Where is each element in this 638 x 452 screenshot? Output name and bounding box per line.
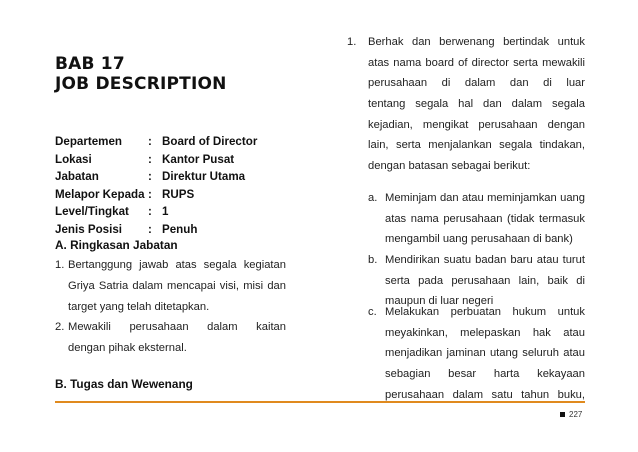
text-line: Mewakili perusahaan dalam kaitan bbox=[68, 321, 286, 333]
info-key: Jenis Posisi bbox=[55, 222, 123, 236]
text-line: perusahaan dalam satu tahun buku, bbox=[385, 388, 585, 401]
info-value: Penuh bbox=[162, 222, 198, 236]
text-line: dengan pihak eksternal. bbox=[68, 341, 187, 354]
info-key: Level/Tingkat bbox=[55, 205, 129, 218]
info-separator: : bbox=[148, 187, 152, 201]
page-footer bbox=[560, 410, 582, 419]
text-line: atas nama perusahaan (tidak termasuk bbox=[385, 212, 585, 225]
text-line: lain, serta menjalankan segala tindakan, bbox=[368, 139, 585, 152]
section-heading-ringkasan: A. Ringkasan Jabatan bbox=[55, 238, 178, 252]
list-item bbox=[55, 255, 286, 317]
info-value: Kantor Pusat bbox=[162, 152, 235, 166]
text-line: maupun di luar negeri bbox=[385, 295, 494, 308]
chapter-number: BAB 17 bbox=[55, 54, 125, 74]
chapter-title: JOB DESCRIPTION bbox=[55, 74, 227, 94]
info-separator: : bbox=[148, 135, 152, 148]
text-line: Meminjam dan atau meminjamkan uang bbox=[385, 192, 585, 204]
text-line: kejadian, mengikat perusahaan dengan bbox=[368, 118, 585, 131]
text-line: Bertanggung jawab atas segala kegiatan bbox=[68, 259, 286, 271]
list-number: 1. bbox=[347, 36, 357, 48]
info-value: Board of Director bbox=[162, 135, 258, 148]
info-value: 1 bbox=[162, 205, 169, 218]
sub-list-label: b. bbox=[368, 254, 378, 266]
list-item bbox=[340, 32, 585, 177]
text-line: atas nama board of director serta mewakili bbox=[368, 56, 585, 69]
text-line: menjadikan jaminan utang seluruh atau bbox=[385, 347, 585, 360]
info-key: Departemen bbox=[55, 135, 123, 148]
text-line: Mendirikan suatu badan baru atau turut bbox=[385, 254, 585, 266]
text-line: meyakinkan, melepaskan hak atau bbox=[385, 326, 585, 339]
text-line: tentang segala hal dan dalam segala bbox=[368, 98, 585, 111]
section-heading-tugas: B. Tugas dan Wewenang bbox=[55, 377, 193, 391]
info-separator: : bbox=[148, 170, 152, 183]
square-bullet-icon bbox=[560, 412, 565, 417]
info-key: Jabatan bbox=[55, 170, 99, 183]
text-line: dengan batasan sebagai berikut: bbox=[368, 160, 531, 173]
info-separator: : bbox=[148, 222, 152, 236]
text-line: sebagian besar harta kekayaan bbox=[385, 368, 585, 381]
footer-divider bbox=[55, 401, 585, 403]
text-line: perusahaan di dalam dan di luar bbox=[368, 77, 585, 90]
list-number: 2. bbox=[55, 321, 65, 333]
text-line: Melakukan perbuatan hukum untuk bbox=[385, 306, 585, 318]
sub-list-item bbox=[368, 188, 585, 250]
text-line: target yang telah ditetapkan. bbox=[68, 300, 210, 313]
info-key: Melapor Kepada bbox=[55, 187, 145, 201]
sub-list-label: c. bbox=[368, 306, 377, 318]
text-line: mengambil uang perusahaan di bank) bbox=[385, 233, 573, 246]
info-value: RUPS bbox=[162, 187, 195, 201]
info-separator: : bbox=[148, 152, 152, 166]
sub-list-label: a. bbox=[368, 192, 378, 204]
page-number: 227 bbox=[569, 410, 583, 419]
text-line: serta pada perusahaan lain, baik di bbox=[385, 274, 585, 287]
text-line: Berhak dan berwenang bertindak untuk bbox=[368, 36, 585, 48]
info-key: Lokasi bbox=[55, 152, 92, 166]
list-item bbox=[55, 317, 286, 359]
info-separator: : bbox=[148, 205, 152, 218]
text-line: Griya Satria dalam mencapai visi, misi dan bbox=[68, 279, 286, 292]
list-number: 1. bbox=[55, 259, 65, 271]
sub-list-item bbox=[368, 302, 585, 405]
info-value: Direktur Utama bbox=[162, 170, 246, 183]
